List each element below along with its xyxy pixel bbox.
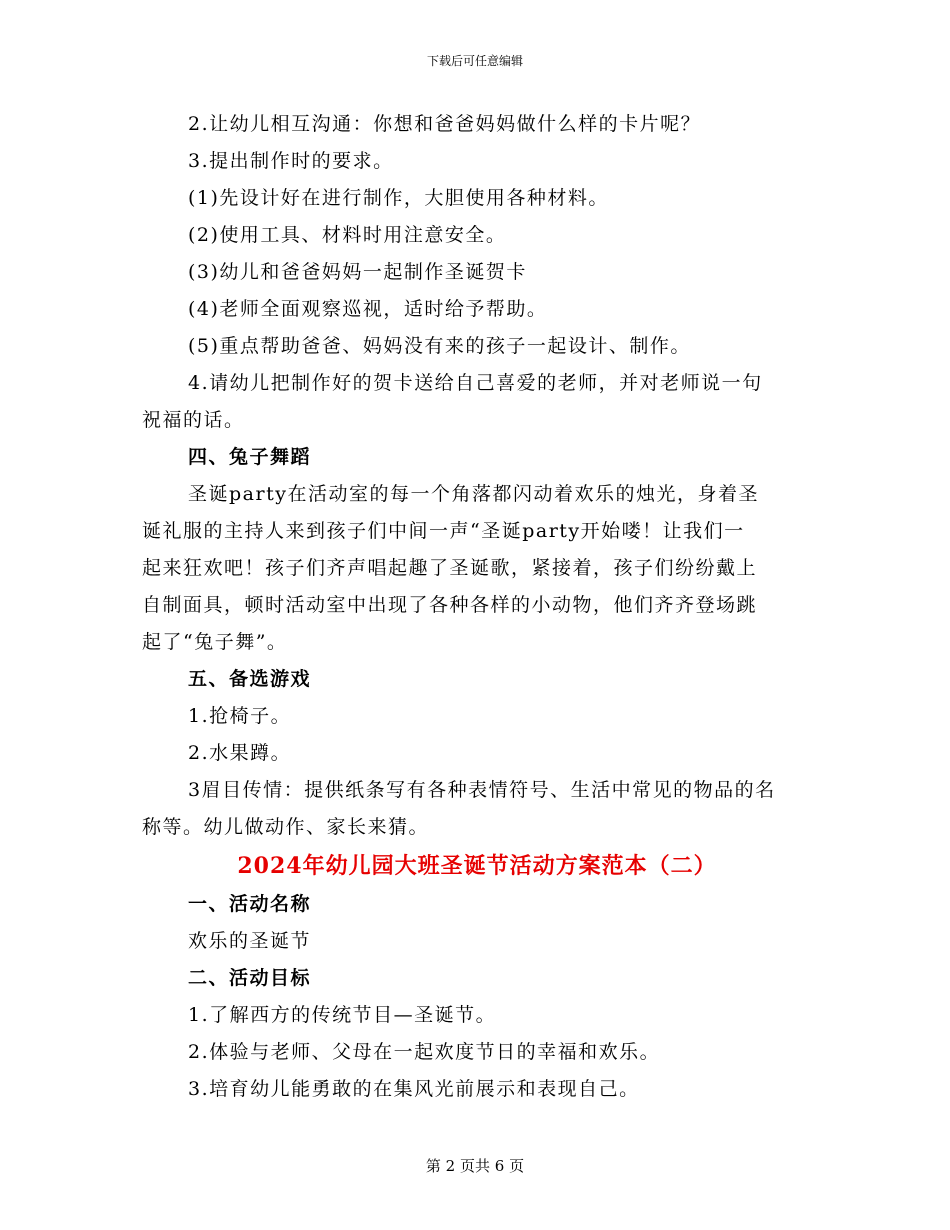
sub-list-item: (5)重点帮助爸爸、妈妈没有来的孩子一起设计、制作。	[188, 335, 691, 357]
list-item: 3.培育幼儿能勇敢的在集风光前展示和表现自己。	[188, 1078, 640, 1100]
section-heading: 五、备选游戏	[188, 668, 312, 690]
list-item: 1.抢椅子。	[188, 705, 292, 727]
sub-list-item: (3)幼儿和爸爸妈妈一起制作圣诞贺卡	[188, 261, 527, 283]
sub-list-item: (1)先设计好在进行制作，大胆使用各种材料。	[188, 187, 609, 209]
section-heading: 四、兔子舞蹈	[188, 446, 312, 468]
list-item-continuation: 祝福的话。	[142, 409, 245, 431]
section-heading: 一、活动名称	[188, 893, 312, 915]
page-number: 第 2 页共 6 页	[425, 1157, 525, 1175]
page-header-note: 下载后可任意编辑	[426, 54, 523, 68]
list-item: 4.请幼儿把制作好的贺卡送给自己喜爱的老师，并对老师说一句	[188, 372, 763, 394]
sub-list-item: (2)使用工具、材料时用注意安全。	[188, 224, 507, 246]
list-item: 3.提出制作时的要求。	[188, 150, 394, 172]
sub-list-item: (4)老师全面观察巡视，适时给予帮助。	[188, 298, 548, 320]
section-heading: 二、活动目标	[188, 967, 312, 989]
document-title: 2024年幼儿园大班圣诞节活动方案范本（二）	[237, 853, 717, 879]
paragraph-line: 欢乐的圣诞节	[188, 930, 312, 952]
list-item: 2.体验与老师、父母在一起欢度节日的幸福和欢乐。	[188, 1041, 661, 1063]
paragraph-line: 诞礼服的主持人来到孩子们中间一声“圣诞party开始喽！让我们一	[142, 520, 745, 542]
list-item: 1.了解西方的传统节目—圣诞节。	[188, 1004, 497, 1026]
paragraph-line: 起了“兔子舞”。	[142, 631, 288, 653]
list-item-continuation: 称等。幼儿做动作、家长来猜。	[142, 816, 430, 838]
list-item: 3眉目传情：提供纸条写有各种表情符号、生活中常见的物品的名	[188, 779, 776, 801]
paragraph-line: 起来狂欢吧！孩子们齐声唱起趣了圣诞歌，紧接着，孩子们纷纷戴上	[142, 557, 758, 579]
list-item: 2.水果蹲。	[188, 742, 292, 764]
list-item: 2.让幼儿相互沟通：你想和爸爸妈妈做什么样的卡片呢？	[188, 113, 702, 135]
paragraph-line: 自制面具，顿时活动室中出现了各种各样的小动物，他们齐齐登场跳	[142, 594, 758, 616]
paragraph-line: 圣诞party在活动室的每一个角落都闪动着欢乐的烛光，身着圣	[188, 483, 759, 505]
document-body	[142, 106, 812, 1108]
